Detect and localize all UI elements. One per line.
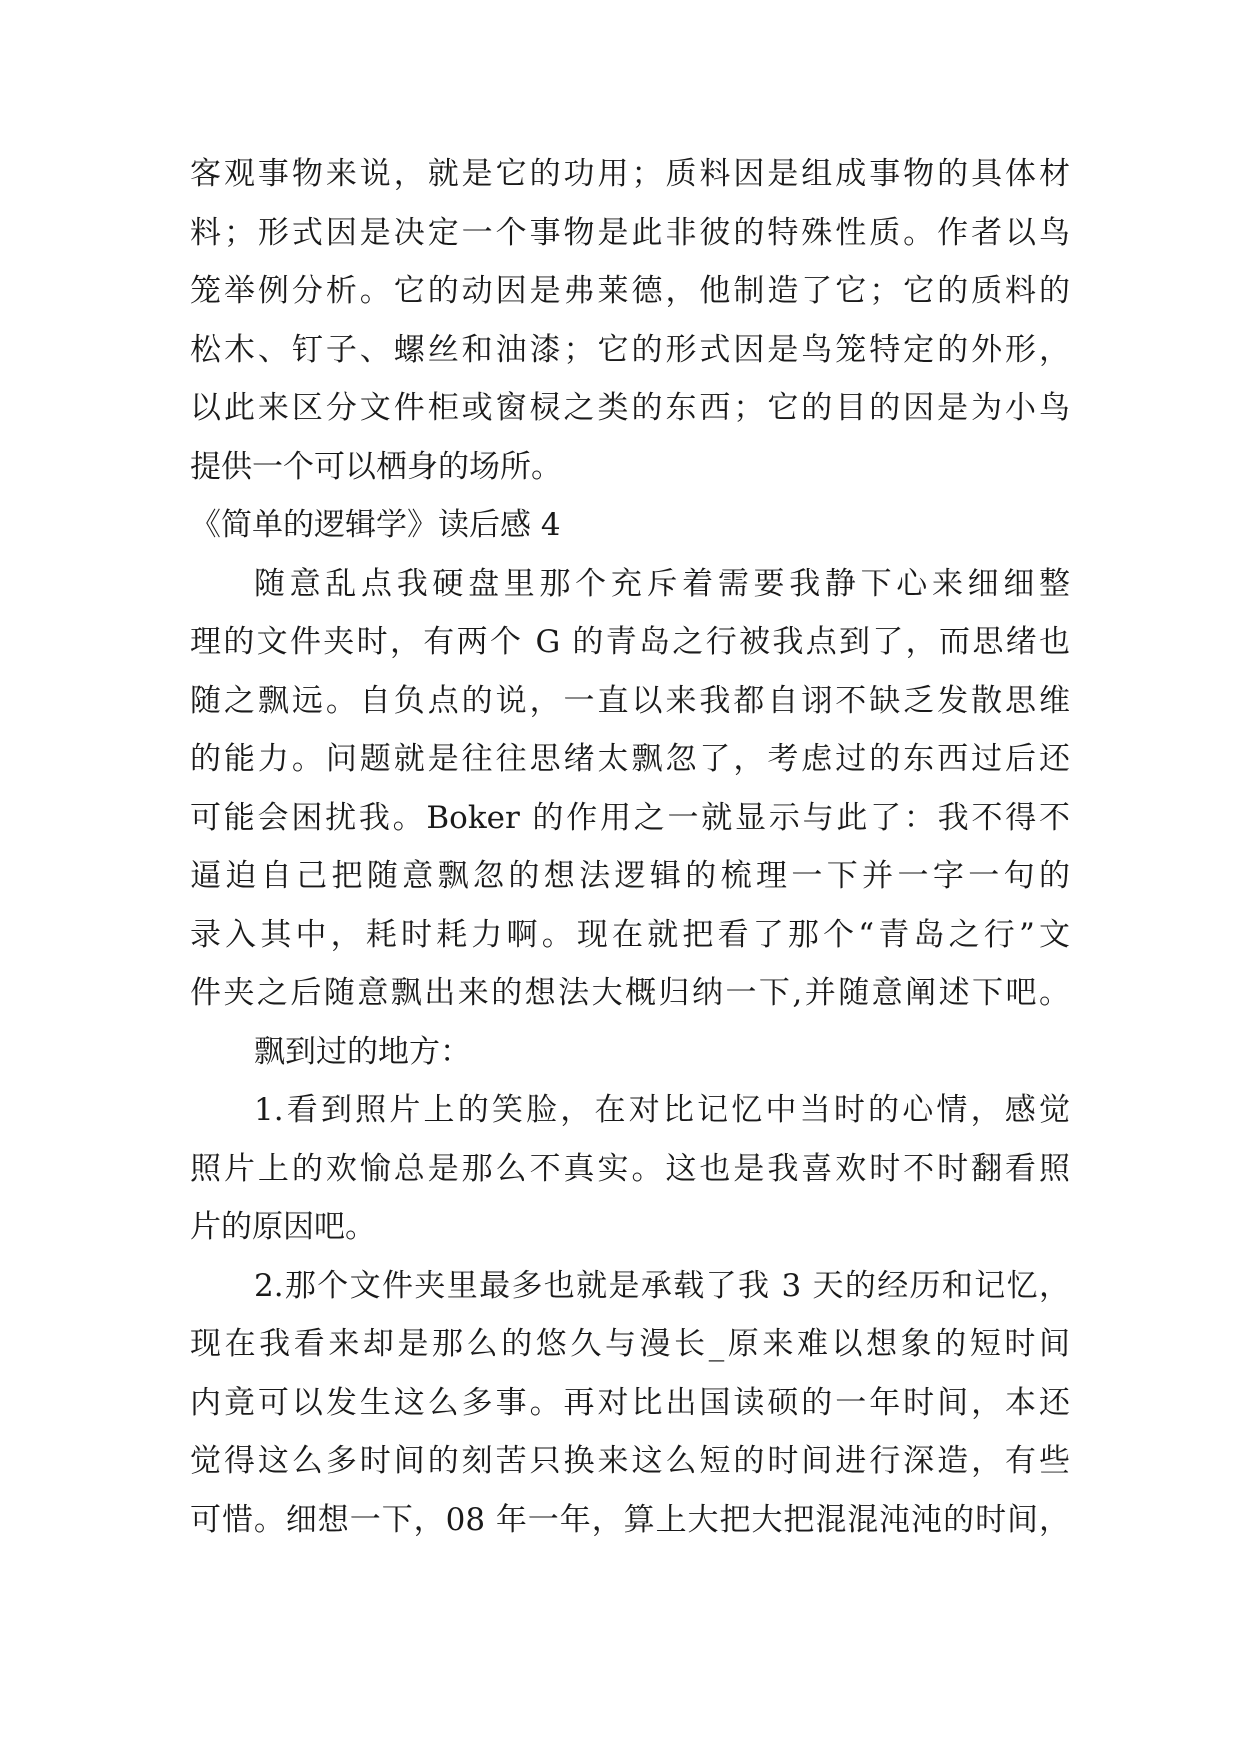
text-line: 提供一个可以栖身的场所。 [190,448,562,485]
text-line: 随意乱点我硬盘里那个充斥着需要我静下心来细细整 [254,565,1070,602]
text-line: 片的原因吧。 [190,1209,376,1245]
text-line: 照片上的欢愉总是那么不真实。这也是我喜欢时不时翻看照 [190,1150,1070,1187]
text-line: 内竟可以发生这么多事。再对比出国读硕的一年时间，本还 [190,1384,1070,1421]
text-line: 笼举例分析。它的动因是弗莱德，他制造了它；它的质料的 [190,273,1070,309]
text-line: 现在我看来却是那么的悠久与漫长_原来难以想象的短时间 [190,1326,1070,1362]
text-line: 客观事物来说，就是它的功用；质料因是组成事物的具体材 [190,156,1070,192]
document-body [190,145,1070,1549]
text-line: 觉得这么多时间的刻苦只换来这么短的时间进行深造，有些 [190,1443,1070,1479]
text-line: 逼迫自己把随意飘忽的想法逻辑的梳理一下并一字一句的 [190,858,1070,894]
text-line: 理的文件夹时，有两个 G 的青岛之行被我点到了，而思绪也 [190,624,1070,660]
text-line: 可惜。细想一下，08 年一年，算上大把大把混混沌沌的时间， [190,1501,1070,1538]
text-line: 料；形式因是决定一个事物是此非彼的特殊性质。作者以鸟 [190,214,1070,251]
text-line: 可能会困扰我。Boker 的作用之一就显示与此了：我不得不 [190,799,1070,836]
section-heading: 《简单的逻辑学》读后感 4 [190,507,561,543]
text-line: 录入其中，耗时耗力啊。现在就把看了那个“青岛之行”文 [190,916,1070,953]
text-line: 2.那个文件夹里最多也就是承载了我 3 天的经历和记忆， [254,1267,1070,1304]
text-line: 1.看到照片上的笑脸，在对比记忆中当时的心情，感觉 [254,1092,1070,1128]
text-line: 的能力。问题就是往往思绪太飘忽了，考虑过的东西过后还 [190,741,1070,777]
text-line: 随之飘远。自负点的说，一直以来我都自诩不缺乏发散思维 [190,682,1070,719]
text-line: 松木、钉子、螺丝和油漆；它的形式因是鸟笼特定的外形， [190,331,1070,368]
text-line: 飘到过的地方： [254,1033,471,1070]
text-line: 件夹之后随意飘出来的想法大概归纳一下,并随意阐述下吧。 [190,975,1070,1011]
text-line: 以此来区分文件柜或窗棂之类的东西；它的目的因是为小鸟 [190,390,1070,426]
